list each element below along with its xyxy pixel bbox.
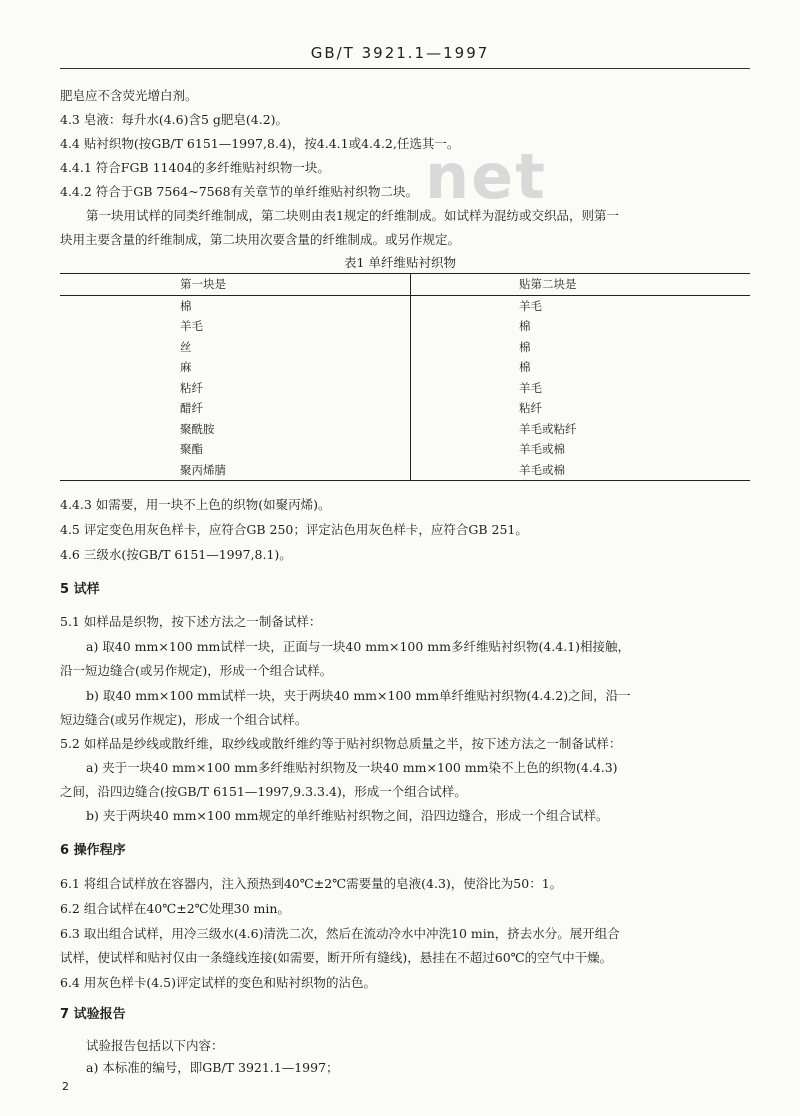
second-fabric-cell: 羊毛 [519,298,542,313]
second-fabric-cell: 棉 [519,339,531,354]
text-line: 4.4.3 如需要，用一块不上色的织物(如聚丙烯)。 [60,497,331,512]
first-fabric-cell: 醋纤 [60,398,411,419]
text-line: 4.6 三级水(按GB/T 6151—1997,8.1)。 [60,547,292,562]
text-line: a) 取40 mm×100 mm试样一块，正面与一块40 mm×100 mm多纤维贴衬织物(4.4.1)相接触， [86,639,631,654]
section-heading: 7 试验报告 [60,1007,126,1022]
page-number: 2 [62,1080,69,1093]
first-fabric-cell: 聚酯 [60,439,411,460]
text-line: 块用主要含量的纤维制成，第二块用次要含量的纤维制成。或另作规定。 [60,232,461,247]
text-line: 之间，沿四边缝合(按GB/T 6151—1997,9.3.3.4)，形成一个组合试样。 [60,784,467,799]
text-line: 6.4 用灰色样卡(4.5)评定试样的变色和贴衬织物的沾色。 [60,975,376,990]
text-line: 6.1 将组合试样放在容器内，注入预热到40℃±2℃需要量的皂液(4.3)，使浴比为50：1。 [60,876,563,891]
table-header-first: 第一块是 [60,274,411,296]
second-fabric-cell: 羊毛或棉 [519,442,565,457]
second-fabric-cell: 粘纤 [519,401,542,416]
table-row [60,378,750,399]
table-row [60,357,750,378]
text-line: 沿一短边缝合(或另作规定)，形成一个组合试样。 [60,663,333,678]
second-fabric-cell: 棉 [519,360,531,375]
header-rule [60,68,750,69]
text-line: a) 本标准的编号，即GB/T 3921.1—1997； [86,1060,339,1075]
text-line: 试验报告包括以下内容： [86,1038,224,1053]
text-line: 4.4.2 符合于GB 7564~7568有关章节的单纤维贴衬织物二块。 [60,184,419,199]
first-fabric-cell: 聚酰胺 [60,419,411,440]
text-line: 短边缝合(或另作规定)，形成一个组合试样。 [60,712,308,727]
text-line: 4.3 皂液：每升水(4.6)含5 g肥皂(4.2)。 [60,112,289,127]
text-line: 5.2 如样品是纱线或散纤维，取纱线或散纤维约等于贴衬织物总质量之半，按下述方法之一制备试样： [60,736,622,751]
table-row [60,460,750,481]
first-fabric-cell: 羊毛 [60,316,411,337]
first-fabric-cell: 丝 [60,337,411,358]
first-fabric-cell: 聚丙烯腈 [60,460,411,481]
first-fabric-cell: 麻 [60,357,411,378]
table-row [60,439,750,460]
text-line: 肥皂应不含荧光增白剂。 [60,88,198,103]
watermark: net [425,140,547,213]
text-line: b) 夹于两块40 mm×100 mm规定的单纤维贴衬织物之间，沿四边缝合，形成一个组合试样。 [86,808,609,823]
second-fabric-cell: 羊毛或棉 [519,462,565,477]
table-row [60,419,750,440]
fiber-table [60,273,750,481]
table-row [60,337,750,358]
table-header-second: 贴第二块是 [519,277,577,292]
text-line: 第一块用试样的同类纤维制成，第二块则由表1规定的纤维制成。如试样为混纺或交织品，则第一 [86,208,619,223]
text-line: b) 取40 mm×100 mm试样一块，夹于两块40 mm×100 mm单纤维贴衬织物(4.4.2)之间，沿一 [86,688,631,703]
text-line: 4.4 贴衬织物(按GB/T 6151—1997,8.4)，按4.4.1或4.4.2,任选其一。 [60,136,460,151]
second-fabric-cell: 棉 [519,319,531,334]
section-heading: 6 操作程序 [60,843,126,858]
table-row [60,316,750,337]
table-row [60,295,750,316]
text-line: 4.4.1 符合FGB 11404的多纤维贴衬织物一块。 [60,160,330,175]
section-heading: 5 试样 [60,582,100,597]
standard-code-header: GB/T 3921.1—1997 [310,44,490,62]
text-line: 6.3 取出组合试样，用冷三级水(4.6)清洗二次，然后在流动冷水中冲洗10 min，挤去水分。展开组合 [60,926,620,941]
second-fabric-cell: 羊毛 [519,380,542,395]
text-line: 5.1 如样品是织物，按下述方法之一制备试样： [60,614,322,629]
text-line: 4.5 评定变色用灰色样卡，应符合GB 250；评定沾色用灰色样卡，应符合GB 251。 [60,522,528,537]
table-header-row [60,274,750,296]
text-line: 6.2 组合试样在40℃±2℃处理30 min。 [60,901,290,916]
text-line: 试样，使试样和贴衬仅由一条缝线连接(如需要，断开所有缝线)，悬挂在不超过60℃的空气中干燥。 [60,950,613,965]
text-line: a) 夹于一块40 mm×100 mm多纤维贴衬织物及一块40 mm×100 mm染不上色的织物(4.4.3) [86,760,618,775]
table-body [60,295,750,481]
table-row [60,398,750,419]
first-fabric-cell: 粘纤 [60,378,411,399]
table-caption: 表1 单纤维贴衬织物 [344,255,456,270]
first-fabric-cell: 棉 [60,295,411,316]
second-fabric-cell: 羊毛或粘纤 [519,421,577,436]
